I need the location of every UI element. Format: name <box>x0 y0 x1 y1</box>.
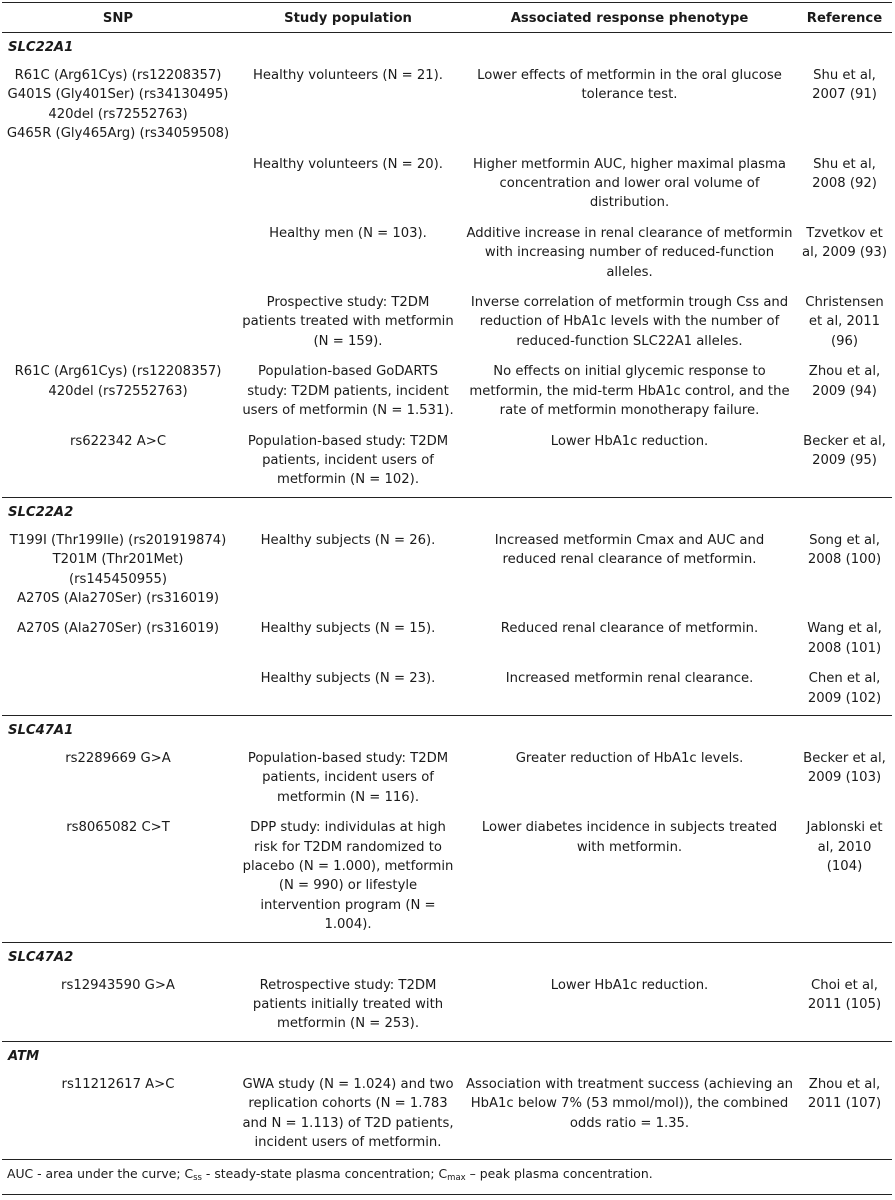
snp-line: R61C (Arg61Cys) (rs12208357) <box>14 364 222 380</box>
header-phenotype: Associated response phenotype <box>462 3 797 33</box>
footnote-text-2: - steady-state plasma concentration; C <box>201 1166 448 1182</box>
gene-section-row <box>2 1041 892 1069</box>
table-row <box>2 149 892 218</box>
footnote <box>2 1160 892 1195</box>
reference-cell: Wang et al, 2008 (101) <box>807 621 882 656</box>
phenotype-cell: Higher metformin AUC, higher maximal plasma concentration and lower oral volume of distribution. <box>473 156 786 211</box>
gene-section-row <box>2 33 892 61</box>
footnote-row <box>2 1160 892 1195</box>
population-cell: Population-based study: T2DM patients, incident users of metformin (N = 102). <box>234 426 462 498</box>
phenotype-cell: Lower effects of metformin in the oral glucose tolerance test. <box>477 68 782 103</box>
phenotype-cell: Lower diabetes incidence in subjects treated with metformin. <box>462 812 797 942</box>
table-row <box>2 663 892 715</box>
snp-line: T201M (Thr201Met) <box>52 552 184 568</box>
reference-cell: Becker et al, 2009 (103) <box>803 750 886 786</box>
snp-cell <box>2 60 234 149</box>
phenotype-cell: Increased metformin renal clearance. <box>462 663 797 715</box>
snp-cell <box>2 356 234 425</box>
reference-cell: Choi et al, 2011 (105) <box>797 970 892 1042</box>
snp-cell <box>2 426 234 498</box>
table-row <box>2 218 892 287</box>
snp-line: A270S (Ala270Ser) (rs316019) <box>16 621 219 637</box>
footnote-text-1: AUC - area under the curve; C <box>7 1166 194 1182</box>
snp-cell <box>2 525 234 614</box>
table-row <box>2 287 892 356</box>
population-cell: Prospective study: T2DM patients treated with metformin (N = 159). <box>242 295 454 349</box>
population-cell: Healthy subjects (N = 26). <box>260 532 436 548</box>
phenotype-cell: Lower HbA1c reduction. <box>462 970 797 1042</box>
table-row <box>2 356 892 425</box>
table-row <box>2 525 892 614</box>
population-cell: Population-based study: T2DM patients, incident users of metformin (N = 116). <box>247 750 449 805</box>
gene-section-row <box>2 715 892 743</box>
population-cell: GWA study (N = 1.024) and two replication cohorts (N = 1.783 and N = 1.113) of T2D patients, incident users of metformin. <box>234 1069 462 1160</box>
snp-cell <box>2 218 234 287</box>
snp-line: G401S (Gly401Ser) (rs34130495) <box>7 87 229 103</box>
reference-cell: Chen et al, 2009 (102) <box>797 663 892 715</box>
gene-name: ATM <box>8 1048 40 1064</box>
population-cell: Healthy volunteers (N = 20). <box>253 156 443 172</box>
snp-line: rs12943590 G>A <box>61 977 175 993</box>
population-cell: Healthy volunteers (N = 21). <box>253 68 443 83</box>
reference-cell: Christensen et al, 2011 (96) <box>805 295 884 349</box>
population-cell: Healthy subjects (N = 23). <box>234 663 462 715</box>
population-cell: Population-based GoDARTS study: T2DM patients, incident users of metformin (N = 1.531). <box>242 364 454 419</box>
snp-line: R61C (Arg61Cys) (rs12208357) <box>14 68 222 83</box>
table-row <box>2 1069 892 1160</box>
population-cell: Healthy subjects (N = 15). <box>260 621 436 637</box>
reference-cell: Shu et al, 2007 (91) <box>812 68 877 103</box>
table-row <box>2 812 892 942</box>
snp-cell <box>2 613 234 663</box>
reference-cell: Tzvetkov et al, 2009 (93) <box>802 225 887 261</box>
header-reference: Reference <box>797 3 892 33</box>
gene-name: SLC47A2 <box>8 949 74 965</box>
phenotype-cell: Reduced renal clearance of metformin. <box>500 621 759 637</box>
snp-cell <box>2 970 234 1042</box>
gene-name: SLC22A2 <box>8 504 74 520</box>
gene-name: SLC22A1 <box>8 40 74 55</box>
snp-line: rs8065082 C>T <box>66 820 170 836</box>
phenotype-cell: Increased metformin Cmax and AUC and reduced renal clearance of metformin. <box>494 532 765 568</box>
phenotype-cell: Inverse correlation of metformin trough Css and reduction of HbA1c levels with the number of reduced-function SLC22A1 alleles. <box>470 295 789 349</box>
snp-cell <box>2 287 234 356</box>
reference-cell: Zhou et al, 2009 (94) <box>808 364 881 399</box>
table-row <box>2 60 892 149</box>
table-row <box>2 743 892 812</box>
table-row <box>2 426 892 498</box>
snp-line: rs2289669 G>A <box>65 750 171 766</box>
reference-cell: Song et al, 2008 (100) <box>807 532 882 568</box>
reference-cell: Shu et al, 2008 (92) <box>812 156 877 192</box>
snp-line: rs11212617 A>C <box>61 1076 175 1092</box>
snp-cell <box>2 743 234 812</box>
snp-cell <box>2 1069 234 1160</box>
gene-section-row <box>2 942 892 970</box>
table-row <box>2 613 892 663</box>
reference-cell: Becker et al, 2009 (95) <box>797 426 892 498</box>
snp-line: G465R (Gly465Arg) (rs34059508) <box>6 126 230 142</box>
header-snp: SNP <box>2 3 234 33</box>
snp-cell <box>2 149 234 218</box>
snp-cell <box>2 812 234 942</box>
phenotype-cell: No effects on initial glycemic response to metformin, the mid-term HbA1c control, and the rate of metformin monotherapy failure. <box>469 364 790 419</box>
header-study-population: Study population <box>234 3 462 33</box>
table-body <box>2 33 892 1160</box>
population-cell: Healthy men (N = 103). <box>269 225 427 241</box>
gene-name: SLC47A1 <box>8 722 74 738</box>
population-cell: Retrospective study: T2DM patients initially treated with metformin (N = 253). <box>234 970 462 1042</box>
population-cell: DPP study: individulas at high risk for T2DM randomized to placebo (N = 1.000), metformin (N = 990) or lifestyle intervention program (N = 1.004). <box>234 812 462 942</box>
snp-line: 420del (rs72552763) <box>48 106 188 122</box>
footnote-text-3: – peak plasma concentration. <box>465 1166 653 1182</box>
snp-line: rs622342 A>C <box>69 433 167 449</box>
snp-cell <box>2 663 234 715</box>
snp-line: T199I (Thr199Ile) (rs201919874) <box>9 532 227 548</box>
snp-line: 420del (rs72552763) <box>48 383 188 399</box>
phenotype-cell: Lower HbA1c reduction. <box>462 426 797 498</box>
reference-cell: Jablonski et al, 2010 (104) <box>797 812 892 942</box>
snp-line: A270S (Ala270Ser) (rs316019) <box>16 590 219 606</box>
gene-section-row <box>2 497 892 525</box>
header-row <box>2 3 892 33</box>
table-row <box>2 970 892 1042</box>
snp-line: (rs145450955) <box>68 571 168 587</box>
phenotype-cell: Association with treatment success (achieving an HbA1c below 7% (53 mmol/mol)), the combined odds ratio = 1.35. <box>462 1069 797 1160</box>
phenotype-cell: Additive increase in renal clearance of metformin with increasing number of reduced-function alleles. <box>466 225 793 280</box>
snp-table <box>2 2 892 1195</box>
reference-cell: Zhou et al, 2011 (107) <box>797 1069 892 1160</box>
footnote-sub-max: max <box>447 1173 466 1184</box>
footnote-sub-ss: ss <box>193 1173 202 1184</box>
phenotype-cell: Greater reduction of HbA1c levels. <box>515 750 744 766</box>
